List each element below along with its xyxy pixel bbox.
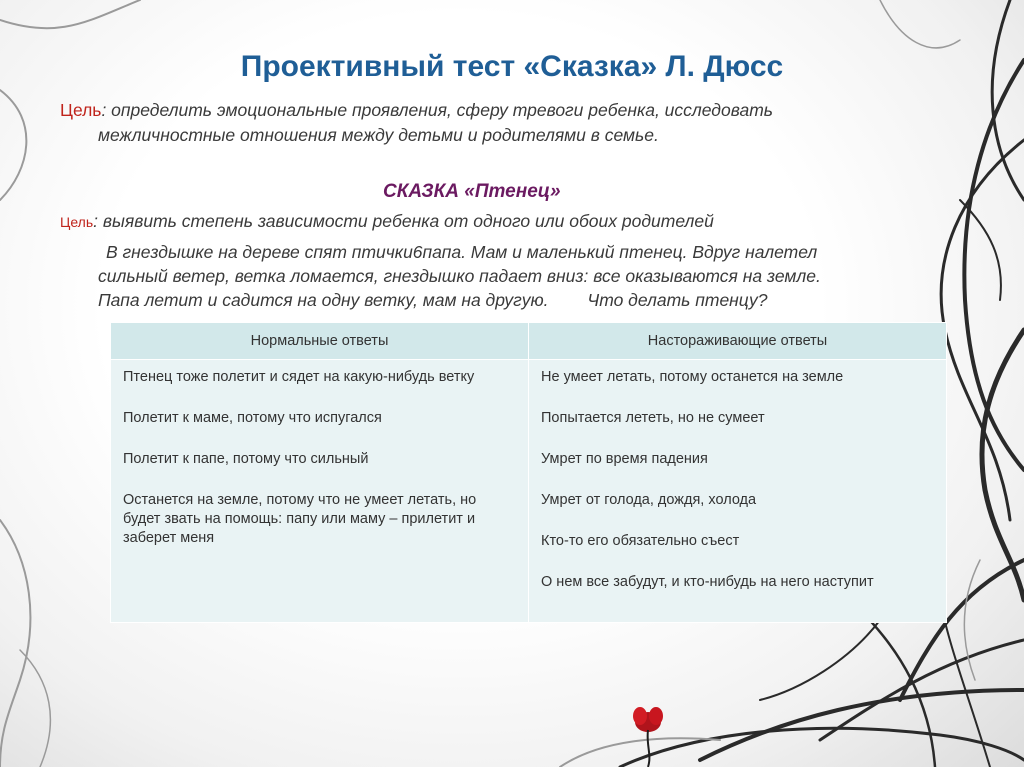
goal-text-line1: : определить эмоциональные проявления, сферу тревоги ребенка, исследовать <box>101 100 773 120</box>
tale-goal <box>60 211 940 232</box>
table-row <box>111 360 947 623</box>
table-header-row <box>111 323 947 360</box>
list-item: Кто-то его обязательно съест <box>541 533 740 549</box>
list-item: О нем все забудут, и кто-нибудь на него наступит <box>541 574 874 590</box>
header-normal-answers: Нормальные ответы <box>111 323 529 360</box>
list-item: Полетит к маме, потому что испугался <box>123 410 382 426</box>
header-alarming-answers: Настораживающие ответы <box>529 323 947 360</box>
tale-goal-label: Цель <box>60 214 94 230</box>
goal-text-line2: межличностные отношения между детьми и родителями в семье. <box>98 125 659 145</box>
story-text <box>98 240 958 312</box>
list-item: Умрет по время падения <box>541 451 708 467</box>
answers-table <box>110 322 947 623</box>
story-line1: В гнездышке на дереве спят птички6папа. Мам и маленький птенец. Вдруг налетел <box>106 242 818 262</box>
goal-label: Цель <box>60 100 102 120</box>
tale-goal-text: : выявить степень зависимости ребенка от одного или обоих родителей <box>93 211 714 231</box>
list-item: Полетит к папе, потому что сильный <box>123 451 369 467</box>
list-item: Птенец тоже полетит и сядет на какую-нибудь ветку <box>123 369 475 385</box>
test-goal <box>60 98 920 148</box>
normal-answers-cell <box>111 360 529 623</box>
list-item: Умрет от голода, дождя, холода <box>541 492 757 508</box>
story-line2: сильный ветер, ветка ломается, гнездышко падает вниз: все оказываются на земле. <box>98 266 821 286</box>
alarming-answers-cell <box>529 360 947 623</box>
list-item: Попытается лететь, но не сумеет <box>541 410 765 426</box>
tale-title: СКАЗКА «Птенец» <box>383 181 561 202</box>
list-item: Останется на земле, потому что не умеет летать, но будет звать на помощь: папу или маму – прилетит и заберет меня <box>123 492 477 546</box>
slide-title: Проективный тест «Сказка» Л. Дюсс <box>240 50 784 83</box>
list-item: Не умеет летать, потому останется на земле <box>541 369 844 385</box>
story-line3: Папа летит и садится на одну ветку, мам на другую. Что делать птенцу? <box>98 290 768 310</box>
